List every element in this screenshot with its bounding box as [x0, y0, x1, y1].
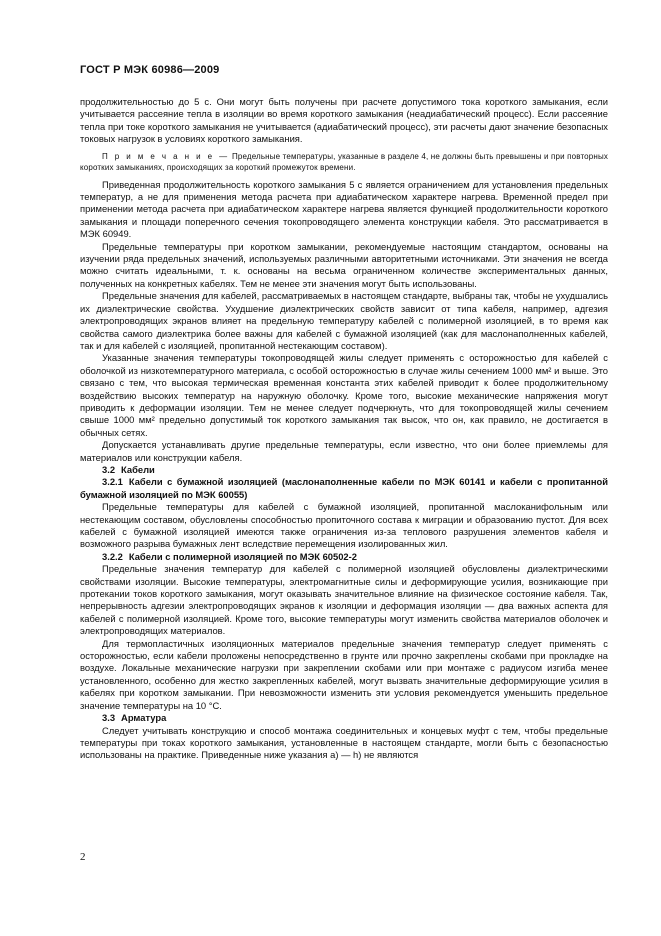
- section-heading-3-2-2: [80, 551, 608, 563]
- section-number: 3.2.2: [102, 550, 123, 562]
- section-title: Кабели с бумажной изоляцией (маслонаполненные кабели по МЭК 60141 и кабели с пропитанной бумажной изоляцией по МЭК 60055): [80, 476, 608, 500]
- paragraph: Указанные значения температуры токопроводящей жилы следует применять с осторожностью для кабелей с оболочкой из низкотемпературного материала, с особой осторожностью в случае жилы сечением 1000 мм² и выше. Это связано с тем, что высокая термическая временная константа этих кабелей приводит к более продолжительному воздействию высоких температур на наружную оболочку. Кроме того, высокие механические напряжения могут приводить к деформации изоляции. Тем не менее следует подчеркнуть, что для токопроводящей жилы сечением свыше 1000 мм² предельно допустимый ток короткого замыкания так высок, что он, как правило, не достигается в обычных сетях.: [80, 352, 608, 438]
- paragraph: Предельные значения температур для кабелей с полимерной изоляцией обусловлены диэлектрическими свойствами изоляции. Высокие температуры, электромагнитные силы и деформирующие усилия, возникающие при протекании токов короткого замыкания, могут оказывать значительное влияние на физическое состояние кабеля. Так, непрерывность адгезии электропроводящих экранов к изоляции и деформация изоляции — два важных аспекта для кабелей с полимерной изоляцией. Кроме того, высокие температуры могут изменить свойства материалов оболочек и электропроводящих материалов.: [80, 563, 608, 637]
- paragraph: Предельные значения для кабелей, рассматриваемых в настоящем стандарте, выбраны так, чтобы не ухудшались их диэлектрические свойства. Ухудшение диэлектрических свойств зависит от типа кабеля, например, адгезия электропроводящих экранов влияет на предельную температуру кабелей с полимерной изоляцией, в то время как свойства самого диэлектрика более важны для кабелей с бумажной изоляцией (как для маслонаполненных кабелей, так и для кабелей с изоляцией, пропитанной нестекающим составом).: [80, 290, 608, 351]
- page-header: ГОСТ Р МЭК 60986—2009: [80, 64, 220, 76]
- paragraph: Приведенная продолжительность короткого замыкания 5 с является ограничением для установления предельных температур, а не для применения метода расчета при адиабатическом характере нагрева. Временной предел при применении метода расчета при адиабатическом характере нагрева является функцией продолжительности короткого замыкания и площади поперечного сечения токопроводящего элемента конструкции кабеля. Это рассматривается в МЭК 60949.: [80, 178, 608, 240]
- paragraph-continuation: продолжительностью до 5 с. Они могут быть получены при расчете допустимого тока короткого замыкания, если учитывается рассеяние тепла в изоляции во время короткого замыкания (неадиабатический процесс). Если рассеяние тепла при токе короткого замыкания не учитывается (адиабатический процесс), эти расчеты дают значение безопасных токовых нагрузок в условиях короткого замыкания.: [80, 96, 608, 145]
- section-number: 3.2: [102, 463, 116, 475]
- paragraph: Следует учитывать конструкцию и способ монтажа соединительных и концевых муфт с тем, чтобы предельные температуры при токах короткого замыкания, установленные в настоящем стандарте, могли быть с безопасностью использованы на практике. Приведенные ниже указания а) — h) не являются: [80, 724, 608, 761]
- note: [80, 151, 608, 173]
- paragraph: Предельные температуры для кабелей с бумажной изоляцией, пропитанной маслоканифольным или нестекающим составом, обусловлены способностью пропиточного состава к миграции и образованию пустот. Для всех кабелей с бумажной изоляцией имеются также ограничения из-за теплового разрушения элементов кабеля и возможного разрыва бумажных лент вследствие перемещения изолированных жил.: [80, 501, 608, 550]
- paragraph: Допускается устанавливать другие предельные температуры, если известно, что они более приемлемы для материалов или конструкции кабеля.: [80, 439, 608, 463]
- document-page: [80, 64, 608, 762]
- paragraph: Для термопластичных изоляционных материалов предельные значения температур следует применять с осторожностью, если кабели проложены непосредственно в грунте или прочно закреплены скобами при прокладке на воздухе. Локальные механические нагрузки при закреплении скобами или при монтаже с радиусом изгиба менее установленного, особенно для жестко закрепленных кабелей, могут вызвать значительные деформирующие усилия в кабелях при коротком замыкании. При невозможности изменить эти условия рекомендуется уменьшить предельное значение температуры на 10 °С.: [80, 637, 608, 711]
- section-title: Кабели: [121, 463, 155, 475]
- note-text: Предельные температуры, указанные в разделе 4, не должны быть превышены и при повторных коротких замыканиях, происходящих за короткий промежуток времени.: [80, 151, 608, 172]
- section-number: 3.3: [102, 712, 116, 724]
- section-heading-3-2: [80, 464, 608, 476]
- section-title: Арматура: [121, 712, 167, 724]
- section-title: Кабели с полимерной изоляцией по МЭК 60502-2: [128, 550, 357, 562]
- note-label: П р и м е ч а н и е —: [102, 151, 230, 161]
- page-number: 2: [80, 851, 86, 863]
- section-heading-3-2-1: [80, 476, 608, 501]
- section-number: 3.2.1: [102, 476, 123, 488]
- section-heading-3-3: [80, 712, 608, 724]
- paragraph: Предельные температуры при коротком замыкании, рекомендуемые настоящим стандартом, основаны на изучении ряда предельных значений, используемых различными авторитетными источниками. Эти значения не всегда можно считать идеальными, т. к. основаны на весьма ограниченном количестве экспериментальных данных, полученных на конкретных кабелях. Тем не менее эти значения могут быть использованы.: [80, 240, 608, 289]
